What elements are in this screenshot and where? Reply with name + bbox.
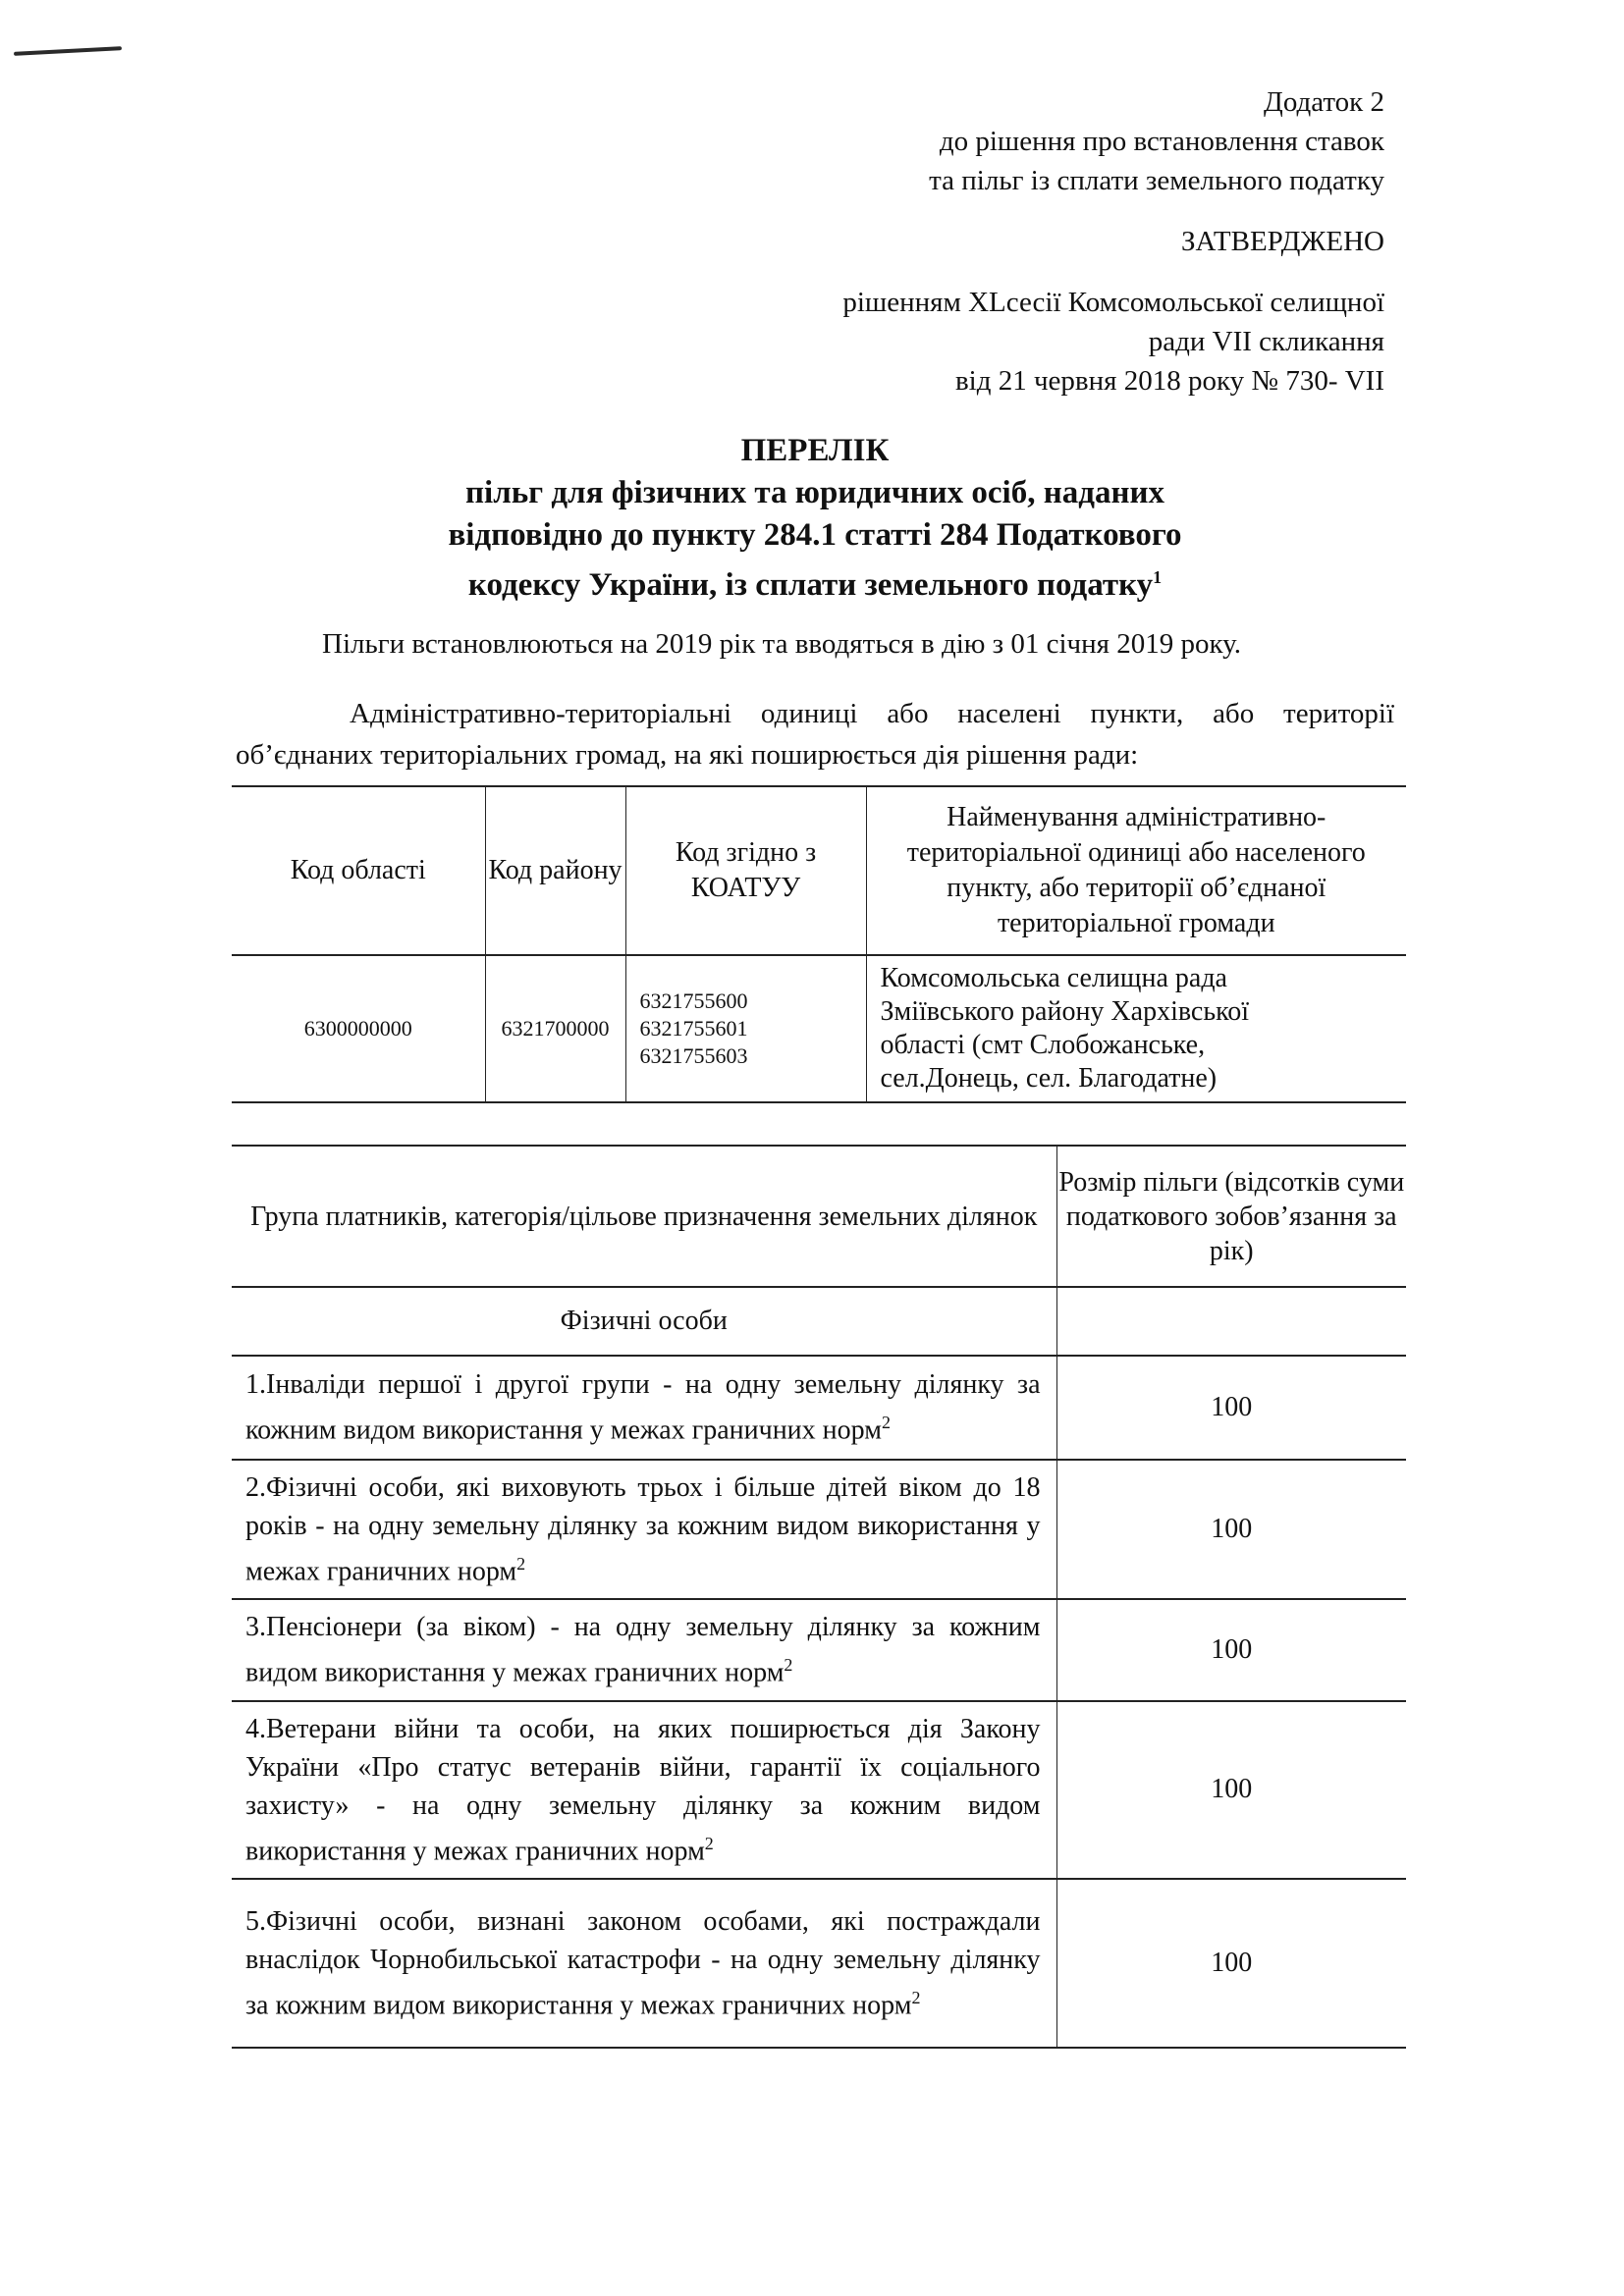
validity-statement: Пільги встановлюються на 2019 рік та вводяться в дію з 01 січня 2019 року. bbox=[322, 628, 1242, 660]
benefit-value: 100 bbox=[1056, 1599, 1406, 1700]
section-title: Фізичні особи bbox=[232, 1287, 1056, 1356]
intro-paragraph: Адміністративно-територіальні одиниці або населені пункти, або території об’єднаних територіальних громад, на які поширюється дія рішення ради: bbox=[236, 698, 1394, 771]
section-row-individuals bbox=[232, 1287, 1406, 1356]
decision-reference-line-2: та пільг із сплати земельного податку bbox=[929, 165, 1384, 196]
decision-reference-line-1: до рішення про встановлення ставок bbox=[939, 126, 1384, 157]
header-payer-group: Група платників, категорія/цільове призначення земельних ділянок bbox=[232, 1146, 1056, 1287]
title-line-3 bbox=[236, 557, 1394, 607]
header-unit-name: Найменування адміністративно-територіальної одиниці або населеного пункту, або території об’єднаної територіальної громади bbox=[866, 786, 1406, 955]
koatuu-code: 6321755601 bbox=[639, 1016, 748, 1041]
table-row bbox=[232, 1460, 1406, 1599]
benefit-text: 5.Фізичні особи, визнані законом особами, які постраждали внаслідок Чорнобильської катастрофи - на одну земельну ділянку за кожним видом використання у межах граничних норм bbox=[245, 1905, 1041, 2021]
unit-name-line: області (смт Слобожанське, bbox=[880, 1030, 1206, 1060]
approved-stamp-text: ЗАТВЕРДЖЕНО bbox=[1180, 226, 1384, 257]
koatuu-code: 6321755600 bbox=[639, 988, 748, 1013]
header-koatuu-code: Код згідно з КОАТУУ bbox=[625, 786, 866, 955]
unit-name-line: сел.Донець, сел. Благодатне) bbox=[880, 1063, 1218, 1094]
header-region-code: Код області bbox=[232, 786, 485, 955]
benefit-description bbox=[232, 1701, 1056, 1879]
benefit-text: 3.Пенсіонери (за віком) - на одну земельну ділянку за кожним видом використання у межах граничних норм bbox=[245, 1612, 1041, 1688]
footnote-mark: 2 bbox=[704, 1833, 714, 1853]
header-district-code: Код району bbox=[485, 786, 625, 955]
table-row bbox=[232, 1879, 1406, 2048]
benefit-value: 100 bbox=[1056, 1460, 1406, 1599]
title-footnote-mark: 1 bbox=[1153, 567, 1163, 587]
document-title bbox=[236, 430, 1394, 607]
council-decision-date: від 21 червня 2018 року № 730- VII bbox=[954, 365, 1384, 397]
council-decision-line-1: рішенням XLсесії Комсомольської селищної bbox=[842, 287, 1384, 318]
title-line-1: пільг для фізичних та юридичних осіб, наданих bbox=[465, 475, 1164, 510]
title-main: ПЕРЕЛІК bbox=[740, 433, 890, 468]
appendix-header bbox=[697, 82, 1384, 400]
benefits-table-header-row bbox=[232, 1146, 1406, 1287]
koatuu-code: 6321755603 bbox=[639, 1043, 748, 1068]
benefit-description bbox=[232, 1356, 1056, 1460]
benefit-description bbox=[232, 1879, 1056, 2048]
territorial-units-table bbox=[232, 785, 1406, 1103]
table-row bbox=[232, 1356, 1406, 1460]
benefit-description bbox=[232, 1460, 1056, 1599]
benefit-description bbox=[232, 1599, 1056, 1700]
appendix-number: Додаток 2 bbox=[1264, 86, 1384, 118]
benefit-text: 4.Ветерани війни та особи, на яких поширюється дія Закону України «Про статус ветеранів війни, гарантії їх соціального захисту» - на одну земельну ділянку за кожним видом використання у межах граничних норм bbox=[245, 1713, 1041, 1866]
koatuu-codes-cell bbox=[625, 955, 866, 1102]
benefit-text: 1.Інваліди першої і другої групи - на одну земельну ділянку за кожним видом використання у межах граничних норм bbox=[245, 1369, 1041, 1446]
region-code-cell: 6300000000 bbox=[232, 955, 485, 1102]
table-row bbox=[232, 1701, 1406, 1879]
header-benefit-size: Розмір пільги (відсотків суми податкового зобов’язання за рік) bbox=[1056, 1146, 1406, 1287]
benefit-value: 100 bbox=[1056, 1879, 1406, 2048]
table-row bbox=[232, 1599, 1406, 1700]
footnote-mark: 2 bbox=[516, 1554, 526, 1574]
benefit-value: 100 bbox=[1056, 1701, 1406, 1879]
scan-artifact-stroke bbox=[14, 46, 122, 56]
table-row bbox=[232, 955, 1406, 1102]
units-table-header-row bbox=[232, 786, 1406, 955]
unit-name-line: Комсомольська селищна рада bbox=[880, 963, 1227, 993]
benefit-value: 100 bbox=[1056, 1356, 1406, 1460]
district-code-cell: 6321700000 bbox=[485, 955, 625, 1102]
footnote-mark: 2 bbox=[911, 1987, 921, 2007]
section-empty-cell bbox=[1056, 1287, 1406, 1356]
council-decision-line-2: ради VII скликання bbox=[1148, 326, 1384, 357]
unit-name-cell bbox=[866, 955, 1406, 1102]
benefits-table bbox=[232, 1145, 1406, 2049]
unit-name-line: Зміївського району Хархівської bbox=[880, 996, 1250, 1027]
footnote-mark: 2 bbox=[784, 1655, 793, 1676]
benefit-text: 2.Фізичні особи, які виховують трьох і більше дітей віком до 18 років - на одну земельну ділянку за кожним видом використання у межах граничних норм bbox=[245, 1472, 1041, 1587]
footnote-mark: 2 bbox=[881, 1413, 891, 1433]
title-line-3-text: кодексу України, із сплати земельного податку bbox=[467, 567, 1154, 603]
title-line-2: відповідно до пункту 284.1 статті 284 Податкового bbox=[448, 517, 1182, 553]
